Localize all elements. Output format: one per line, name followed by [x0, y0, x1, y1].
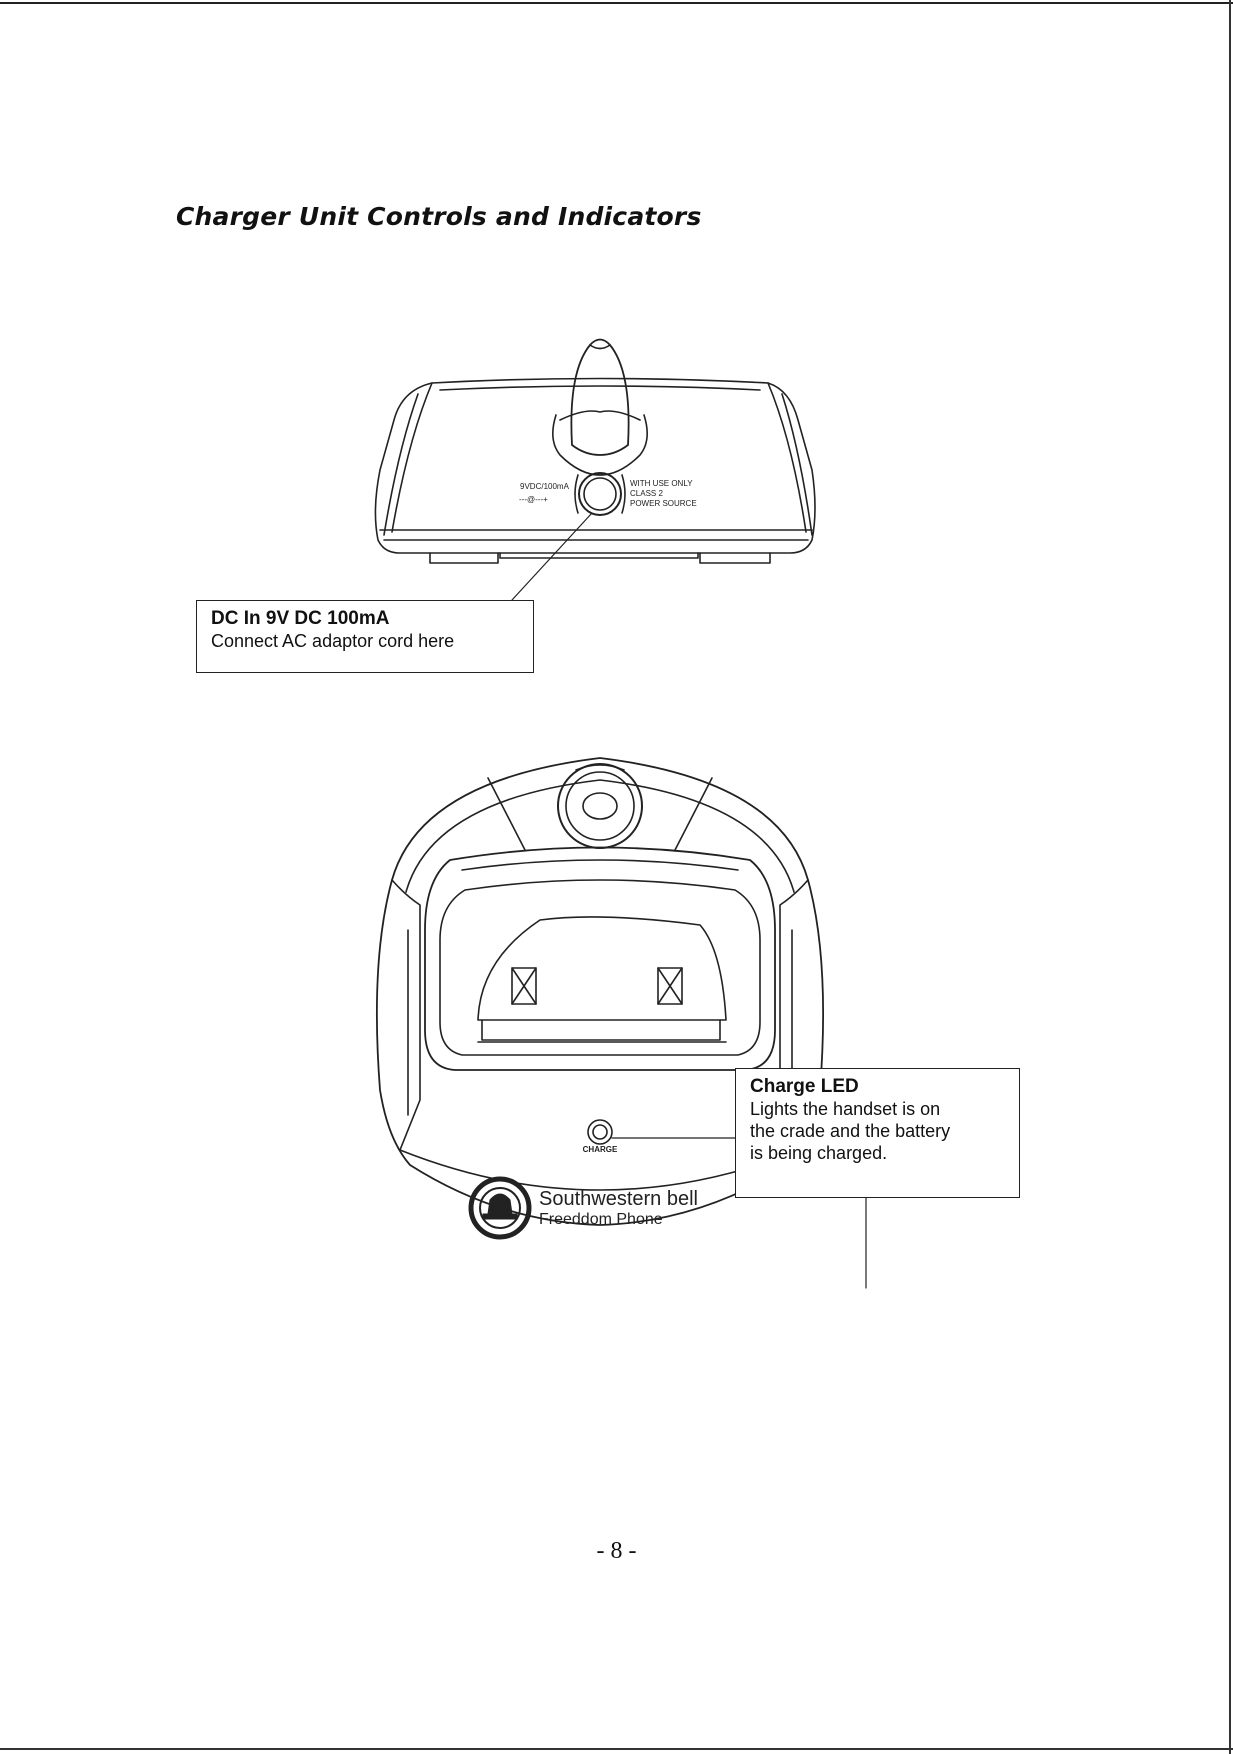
dc-in-callout-desc: Connect AC adaptor cord here: [211, 631, 455, 651]
charge-led-callout-line3: is being charged.: [750, 1143, 888, 1163]
jack-warning-line3: POWER SOURCE: [630, 499, 697, 508]
dc-in-callout: [196, 600, 534, 673]
bell-logo-icon: [471, 1179, 529, 1237]
charging-contact-icon: [512, 968, 682, 1004]
charge-led-callout-title: Charge LED: [750, 1076, 859, 1097]
jack-warning-line1: WITH USE ONLY: [630, 479, 693, 488]
charge-led-icon: [588, 1120, 612, 1144]
brand-product: Freeddom Phone: [539, 1211, 663, 1228]
jack-warning-line2: CLASS 2: [630, 489, 663, 498]
charge-led-callout: [735, 1068, 1020, 1198]
charge-led-label: CHARGE: [582, 1145, 618, 1154]
section-title: Charger Unit Controls and Indicators: [176, 202, 702, 231]
charger-rear-view: [375, 340, 815, 601]
page-number: - 8 -: [596, 1538, 637, 1564]
jack-rating-label: 9VDC/100mA: [520, 482, 569, 491]
charge-led-callout-line2: the crade and the battery: [750, 1121, 951, 1141]
dc-in-callout-title: DC In 9V DC 100mA: [211, 608, 390, 629]
brand-name: Southwestern bell: [539, 1188, 698, 1210]
jack-polarity-label: ---@---+: [519, 495, 548, 504]
charge-led-callout-line1: Lights the handset is on: [750, 1099, 941, 1119]
